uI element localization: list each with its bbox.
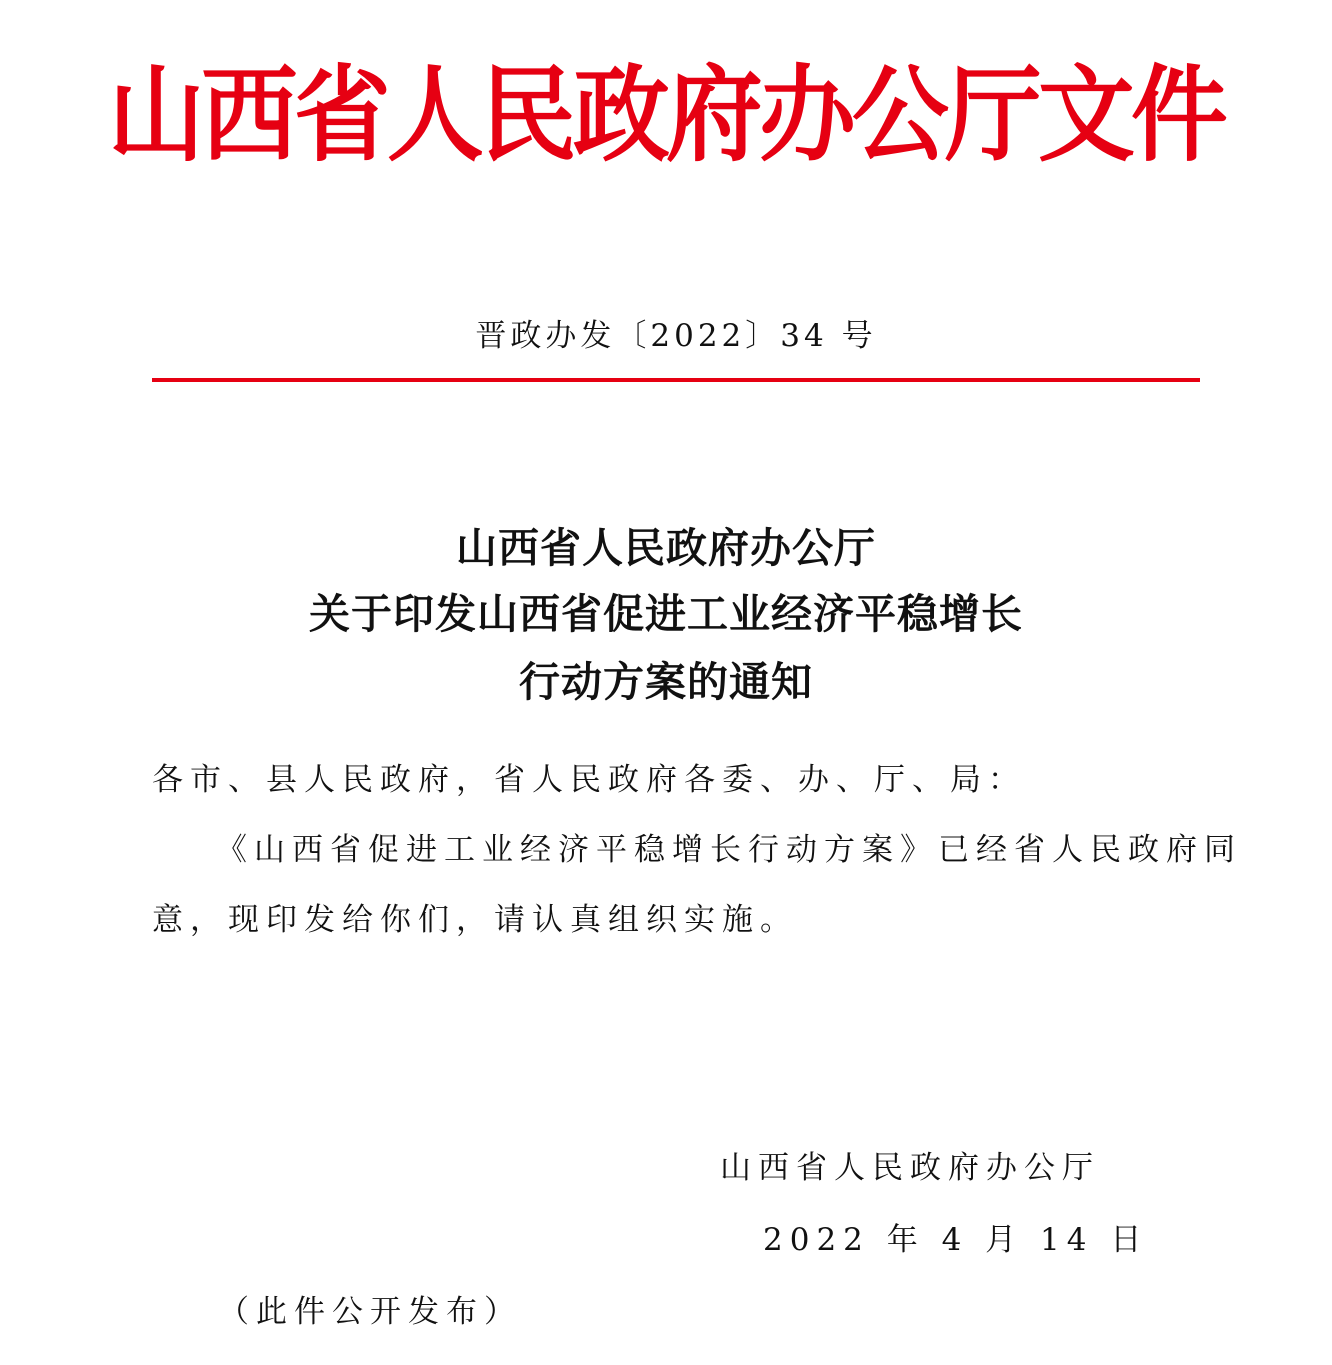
red-separator-rule [152,378,1200,382]
salutation: 各市、县人民政府，省人民政府各委、办、厅、局： [152,762,1026,798]
title-line-3: 行动方案的通知 [519,658,813,706]
publication-notice: （此件公开发布） [218,1294,522,1330]
title-line-2: 关于印发山西省促进工业经济平稳增长 [309,590,1023,638]
document-number: 晋政办发〔2022〕34 号 [475,318,877,354]
issuer-signature: 山西省人民政府办公厅 [720,1150,1100,1186]
issue-date: 2022 年 4 月 14 日 [763,1222,1149,1258]
title-line-1: 山西省人民政府办公厅 [456,524,876,572]
body-paragraph-line-1: 《山西省促进工业经济平稳增长行动方案》已经省人民政府同 [216,832,1242,868]
document-masthead: 山西省人民政府办公厅文件 [107,53,1224,176]
body-paragraph-line-2: 意，现印发给你们，请认真组织实施。 [152,902,798,938]
